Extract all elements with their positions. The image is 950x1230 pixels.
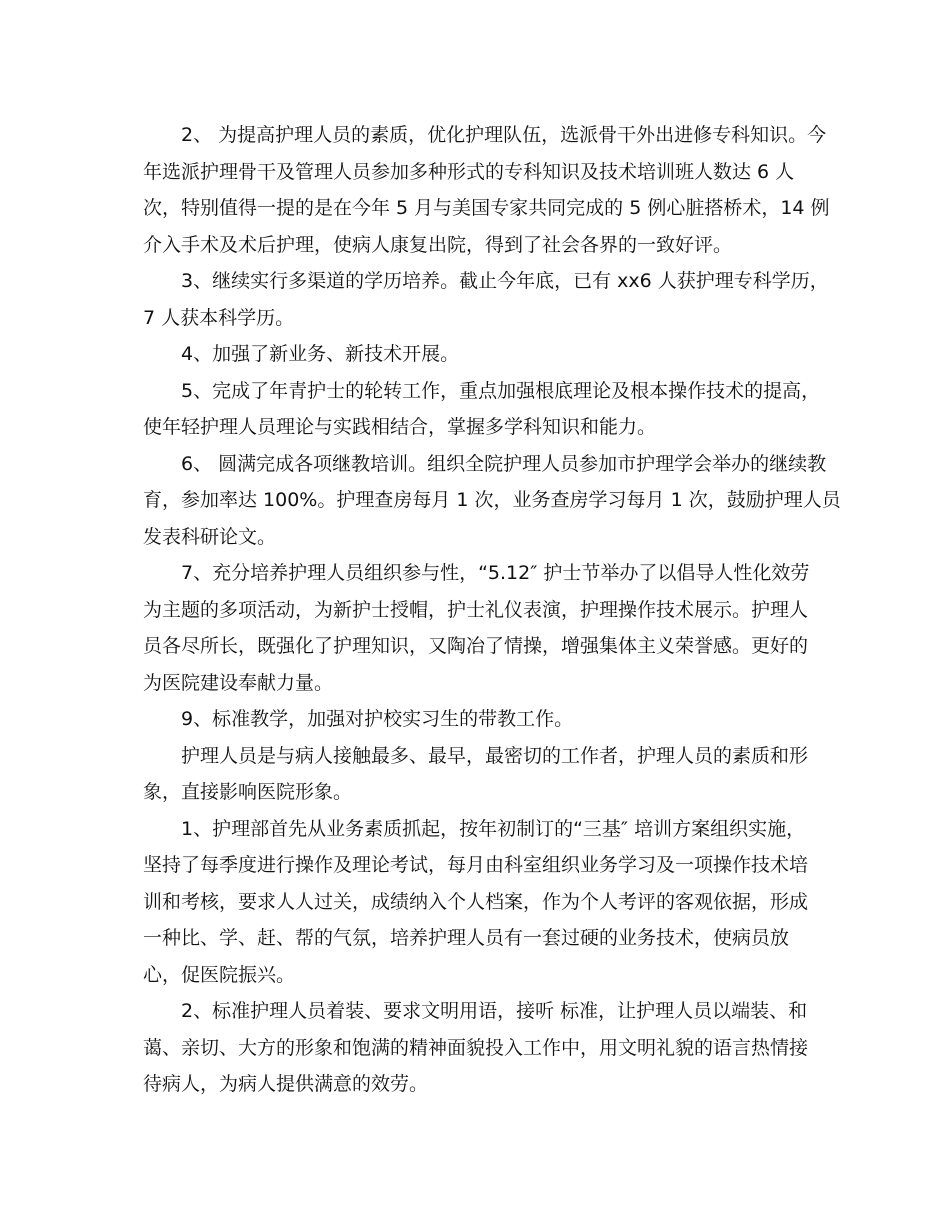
- text-line: 象，直接影响医院形象。: [143, 781, 353, 803]
- paragraph-9-teaching: [143, 701, 803, 738]
- text-line: 护理人员是与病人接触最多、最早，最密切的工作者，护理人员的素质和形: [181, 744, 809, 767]
- text-line: 9、标准教学，加强对护校实习生的带教工作。: [181, 708, 574, 730]
- text-line: 为主题的多项活动，为新护士授帽，护士礼仪表演，护理操作技术展示。护理人: [143, 598, 809, 621]
- text-line: 2、标准护理人员着装、要求文明用语，接听 标准，让护理人员以端装、和: [181, 1000, 808, 1022]
- text-line: 使年轻护理人员理论与实践相结合，掌握多学科知识和能力。: [143, 416, 657, 438]
- paragraph-4-new-business: [143, 336, 803, 373]
- text-line: 6、 圆满完成各项继教培训。组织全院护理人员参加市护理学会举办的继续教: [181, 452, 827, 475]
- text-line: 次，特别值得一提的是在今年 5 月与美国专家共同完成的 5 例心脏搭桥术，14 例: [143, 197, 830, 219]
- paragraph-nursing-image: [143, 738, 809, 811]
- text-line: 介入手术及术后护理，使病人康复出院，得到了社会各界的一致好评。: [143, 233, 733, 256]
- paragraph-7-nurses-day: [143, 555, 810, 701]
- text-line: 1、护理部首先从业务素质抓起，按年初制订的“三基″ 培训方案组织实施，: [181, 817, 806, 840]
- text-line: 一种比、学、赶、帮的气氛，培养护理人员有一套过硬的业务技术，使病员放: [143, 927, 790, 949]
- text-line: 为医院建设奉献力量。: [143, 671, 334, 694]
- text-line: 员各尽所长，既强化了护理知识，又陶冶了情操，增强集体主义荣誉感。更好的: [143, 635, 809, 657]
- paragraph-2-attire-language: [143, 993, 809, 1103]
- text-line: 发表科研论文。: [143, 525, 277, 548]
- paragraph-3-education: [143, 263, 829, 336]
- text-line: 待病人，为病人提供满意的效劳。: [143, 1073, 429, 1095]
- text-line: 坚持了每季度进行操作及理论考试，每月由科室组织业务学习及一项操作技术培: [143, 854, 809, 876]
- text-line: 7、充分培养护理人员组织参与性，“5.12″ 护士节举办了以倡导人性化效劳: [181, 562, 810, 584]
- text-line: 育，参加率达 100%。护理查房每月 1 次，业务查房学习每月 1 次，鼓励护理人员: [143, 489, 841, 511]
- paragraph-6-continuing-education: [143, 446, 841, 556]
- paragraph-2-training: [143, 117, 830, 263]
- text-line: 2、 为提高护理人员的素质，优化护理队伍，选派骨干外出进修专科知识。今: [181, 124, 827, 146]
- document-body: [143, 117, 841, 1103]
- text-line: 心，促医院振兴。: [143, 963, 296, 986]
- text-line: 5、完成了年青护士的轮转工作，重点加强根底理论及根本操作技术的提高，: [181, 379, 821, 402]
- text-line: 3、继续实行多渠道的学历培养。截止今年底，已有 xx6 人获护理专科学历，: [181, 270, 829, 292]
- paragraph-5-rotation: [143, 373, 821, 446]
- text-line: 蔼、亲切、大方的形象和饱满的精神面貌投入工作中，用文明礼貌的语言热情接: [143, 1036, 809, 1059]
- paragraph-1-business-quality: [143, 811, 809, 994]
- text-line: 7 人获本科学历。: [143, 306, 295, 329]
- text-line: 4、加强了新业务、新技术开展。: [181, 343, 460, 365]
- text-line: 训和考核，要求人人过关，成绩纳入个人档案，作为个人考评的客观依据，形成: [143, 890, 809, 913]
- text-line: 年选派护理骨干及管理人员参加多种形式的专科知识及技术培训班人数达 6 人: [143, 160, 795, 183]
